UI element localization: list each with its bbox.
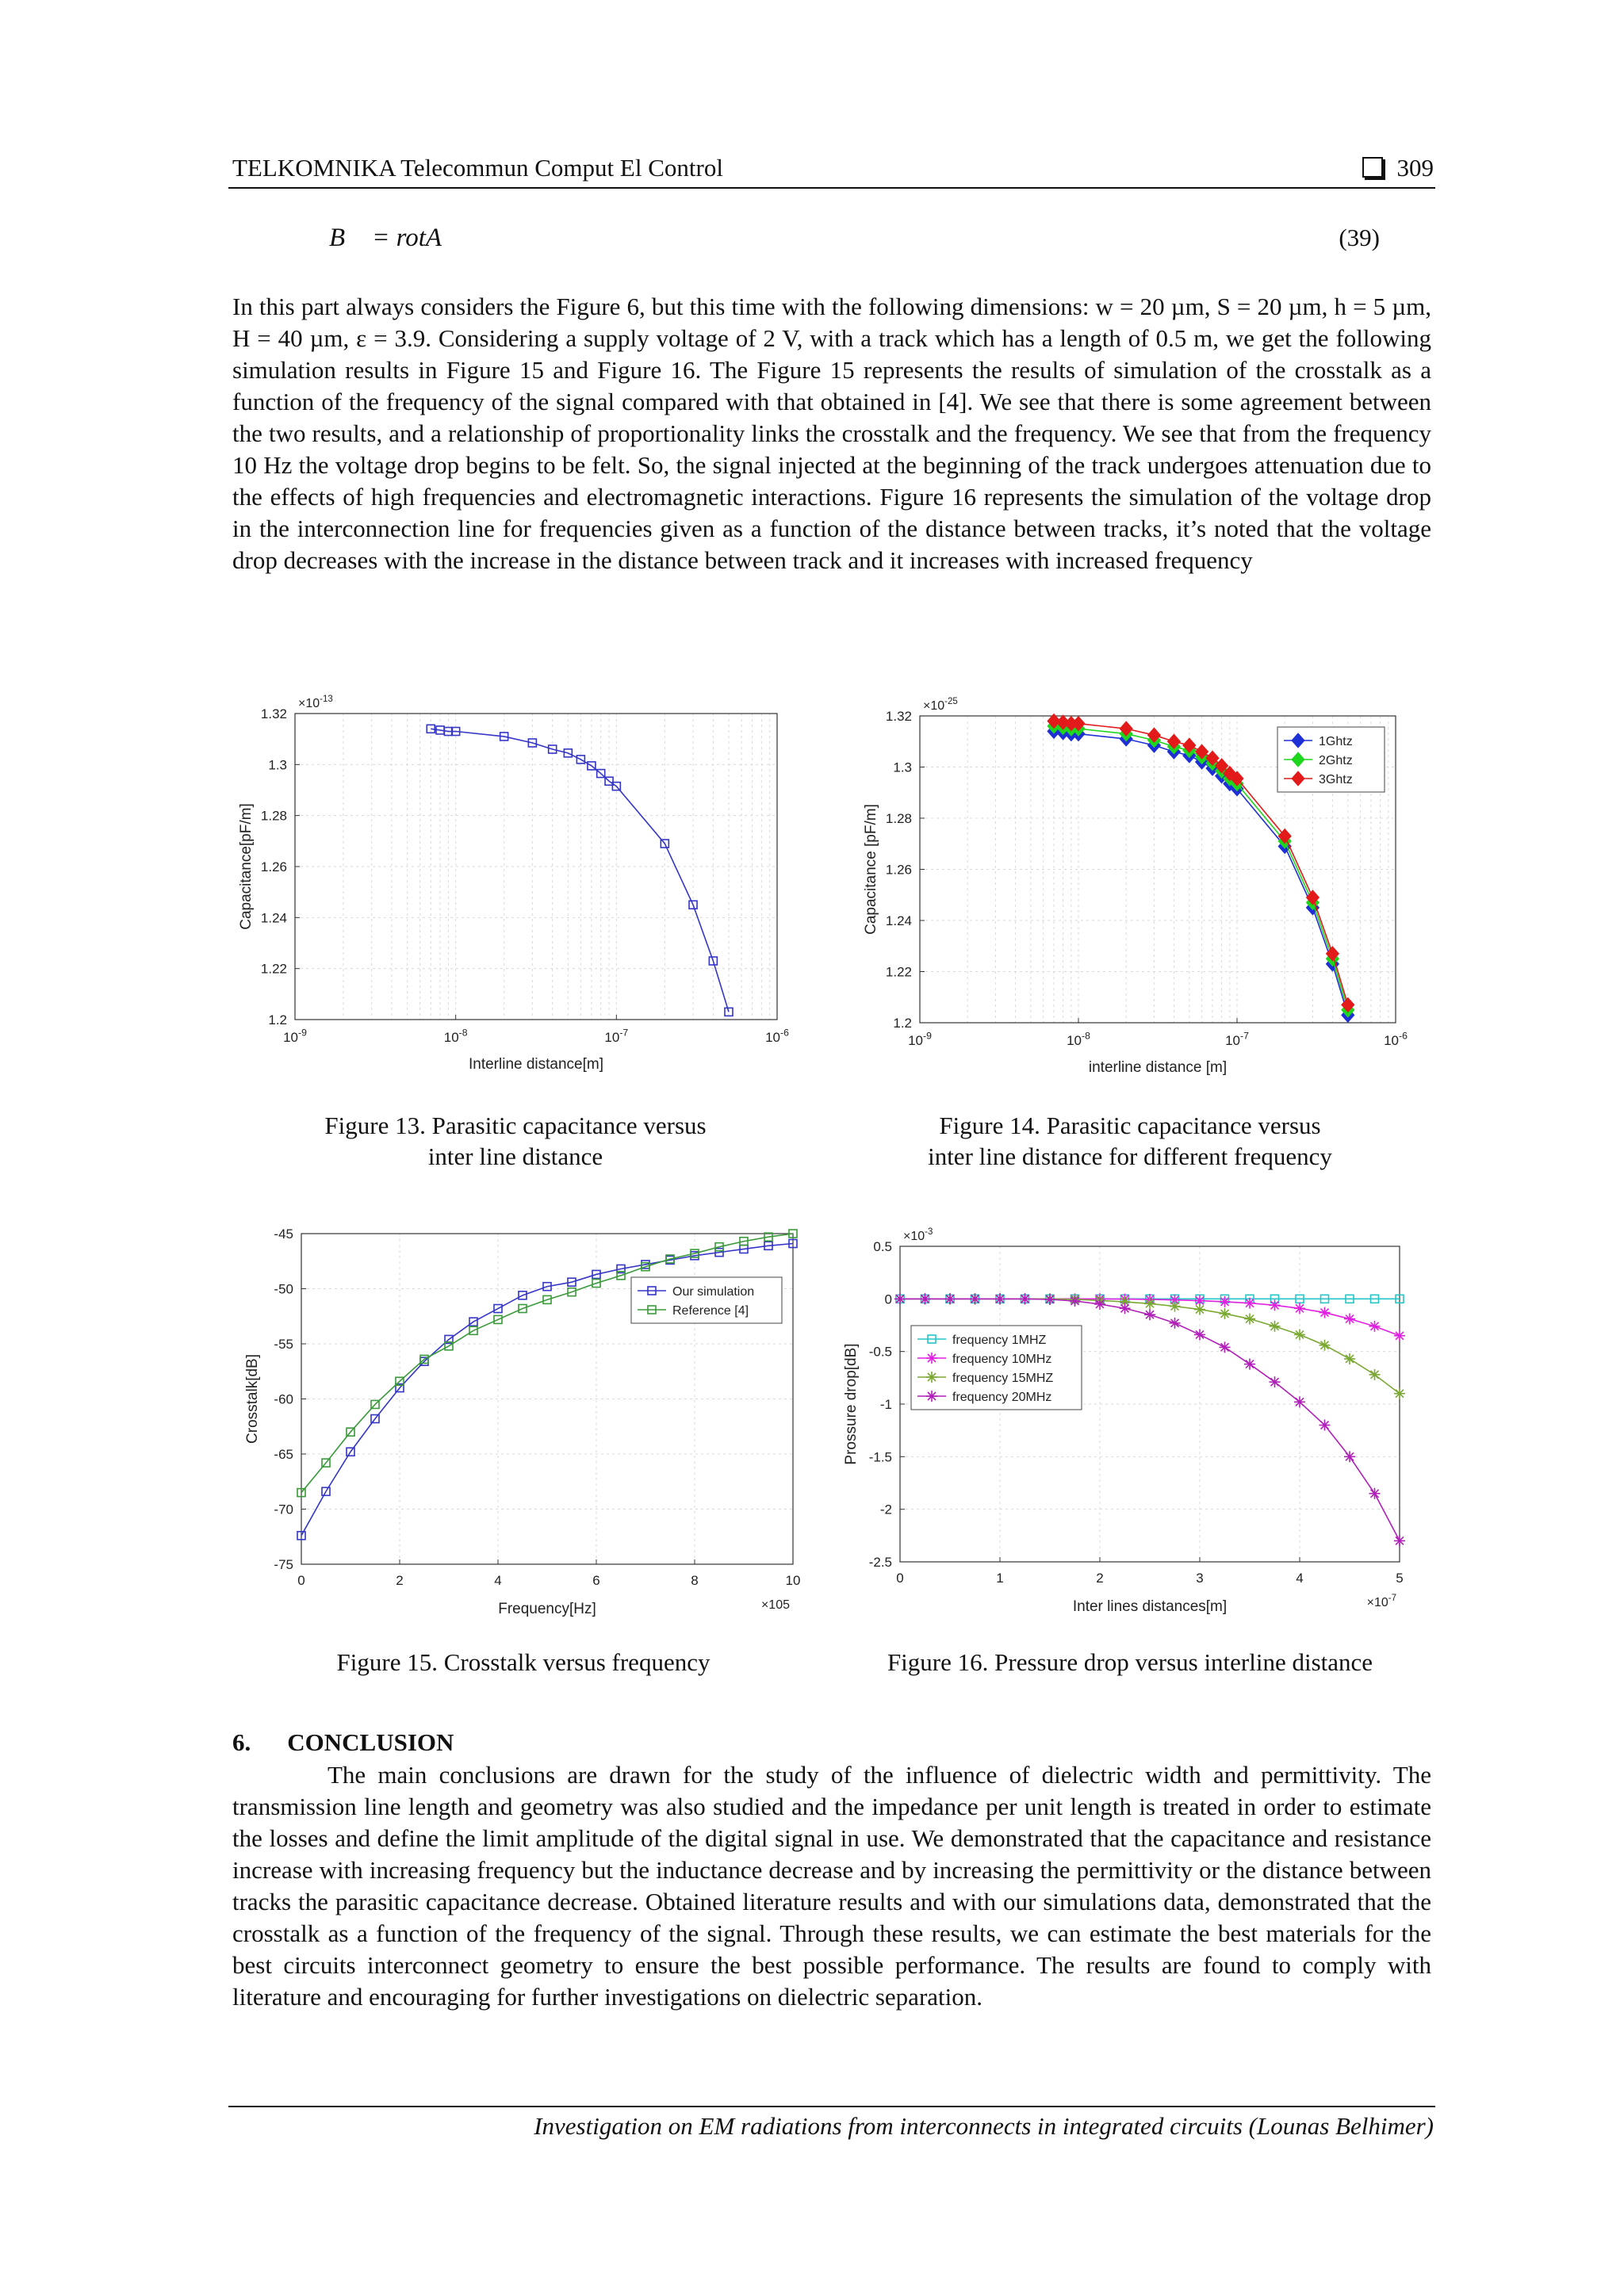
data-point [1344,1353,1355,1364]
y-tick-label: -65 [274,1447,293,1462]
equation-number: (39) [1339,224,1380,251]
figure-13-caption-line1: Figure 13. Parasitic capacitance versus [324,1112,707,1139]
data-point [1369,1488,1381,1499]
y-tick-label: -50 [274,1281,293,1297]
section-title: CONCLUSION [287,1728,454,1756]
data-point [1320,1420,1331,1431]
y-tick-label: -1.5 [868,1449,892,1465]
data-point [1320,1340,1331,1351]
data-point [1144,1298,1155,1309]
y-tick-label: 1.26 [260,859,287,874]
y-tick-label: -2 [879,1502,892,1517]
data-point [1369,1321,1381,1332]
data-point [944,1293,956,1304]
legend-label: 2Ghtz [1319,754,1353,767]
legend-label: frequency 10MHz [952,1353,1052,1366]
x-tick-label: 6 [592,1573,600,1588]
figure-16-caption [837,1647,1423,1678]
data-point [1344,1314,1355,1325]
data-point [1270,1299,1281,1311]
legend-label: 1Ghtz [1319,735,1353,748]
y-tick-label: 0 [884,1292,892,1307]
equation-39: B⃗ = rotA⃗ [329,224,462,252]
body-paragraph: In this part always considers the Figure 6, but this time with the following dimensions: w = 20 µm, S = 20 µm, h = 5 µm, H = 40 µm, ε = 3.9. Considering a supply voltage of 2 V, with a track which has a length of 0.5 m, we get the following simulation results in Figure 15 and Figure 16. The Figure 15 represents the results of simulation of the crosstalk as a function of the frequency of the signal compared with that obtained in [4]. We see that there is some agreement between the two results, and a relationship of proportionality links the crosstalk and the frequency. We see that from the frequency 10 Hz the voltage drop begins to be felt. So, the signal injected at the beginning of the track undergoes attenuation due to the effects of high frequencies and electromagnetic interactions. Figure 16 represents the simulation of the voltage drop in the interconnection line for frequencies given as a function of the distance between tracks, it’s noted that the voltage drop decreases with the increase in the distance between track and it increases with increased frequency [232,293,1431,574]
x-tick-label: $10^{-7}$ [604,1027,629,1045]
x-axis-label: interline distance [m] [1088,1059,1228,1076]
x-axis-label: Interline distance[m] [468,1056,604,1073]
checkbox-square-icon [1362,157,1383,178]
y-tick-label: 1.2 [893,1016,912,1031]
y-tick-label: -2.5 [868,1555,892,1570]
section-heading [232,1728,454,1757]
data-point [1394,1330,1405,1341]
legend-marker [926,1353,937,1364]
x-tick-label: 8 [691,1573,699,1588]
x-tick-label: $10^{-7}$ [1225,1030,1249,1048]
x-tick-label: 2 [1096,1571,1104,1586]
data-point [1144,1309,1155,1320]
legend-label: frequency 1MHZ [952,1334,1047,1347]
data-point [1294,1329,1305,1340]
figure-14-caption-line1: Figure 14. Parasitic capacitance versus [939,1112,1321,1139]
data-point [1344,1451,1355,1462]
figure-14-caption-line2: inter line distance for different frequency [928,1142,1332,1170]
data-point [1369,1369,1381,1380]
data-point [1194,1304,1205,1315]
x-tick-label: $10^{-9}$ [908,1030,932,1048]
data-point [970,1293,981,1304]
legend-label: 3Ghtz [1319,773,1353,786]
data-point [1294,1303,1305,1314]
y-tick-label: -1 [879,1397,892,1412]
figure-15-caption [238,1647,809,1678]
y-axis-label: Crosstalk[dB] [244,1354,261,1444]
conclusion-paragraph: The main conclusions are drawn for the study of the influence of dielectric width and permittivity. The transmission line length and geometry was also studied and the impedance per unit length is treated in order to estimate the losses and define the limit amplitude of the digital signal in use. We demonstrated that the capacitance and resistance increase with increasing frequency but the inductance decrease and by increasing the permittivity or the distance between tracks the parasitic capacitance decrease. Obtained literature results and with our simulations data, demonstrated that the crosstalk as a function of the frequency of the signal. Through these results, we can estimate the best materials for the best circuits interconnect geometry to ensure the best possible performance. The results are found to comply with literature and encouraging for further investigations on dielectric separation. [232,1761,1431,2011]
y-tick-label: 1.3 [893,760,912,775]
data-point [1320,1307,1331,1318]
figure-14-caption [845,1110,1415,1172]
data-point [1394,1388,1405,1399]
x-tick-label: 2 [396,1573,404,1588]
y-axis-label: Capacitance [pF/m] [863,804,879,935]
legend-label: frequency 15MHZ [952,1372,1054,1385]
y-tick-label: 1.24 [885,913,912,928]
y-tick-label: 1.24 [260,910,287,926]
data-point [994,1293,1005,1304]
data-point [1170,1301,1181,1312]
figure-16-chart [837,1213,1423,1625]
data-point [1244,1298,1255,1309]
x-tick-label: 0 [896,1571,904,1586]
y-tick-label: 1.28 [260,808,287,824]
x-multiplier: ×105 [760,1598,790,1612]
data-point [1294,1396,1305,1407]
y-tick-label: 1.32 [885,709,912,724]
data-point [1044,1294,1055,1305]
data-point [894,1293,906,1304]
data-point [1070,1295,1081,1307]
running-footer: Investigation on EM radiations from interconnects in integrated circuits (Lounas Belhimer) [534,2112,1434,2140]
x-tick-label: 0 [297,1573,305,1588]
x-multiplier: $\times 10^{-7}$ [1366,1593,1396,1609]
y-multiplier: $\times 10^{-13}$ [298,694,333,710]
x-tick-label: 10 [785,1573,801,1588]
x-tick-label: $10^{-6}$ [1384,1030,1408,1048]
legend-marker [926,1372,937,1383]
footer-rule [228,2106,1435,2107]
figure-13-caption-line2: inter line distance [427,1142,603,1170]
y-tick-label: 1.32 [260,706,287,721]
y-multiplier: $\times 10^{-25}$ [923,696,958,713]
x-tick-label: 5 [1396,1571,1404,1586]
data-point [1244,1314,1255,1325]
data-point [1220,1296,1231,1307]
y-tick-label: -70 [274,1502,293,1517]
x-tick-label: $10^{-6}$ [765,1027,789,1045]
legend [911,1326,1082,1410]
x-tick-label: 4 [494,1573,502,1588]
figure-14-chart [845,690,1415,1086]
data-point [1020,1293,1031,1304]
y-axis-label: Capacitance[pF/m] [238,803,255,930]
section-number: 6. [232,1728,251,1756]
figure-15-chart [238,1213,809,1625]
page-number: 309 [1396,154,1434,182]
y-tick-label: -60 [274,1391,293,1407]
y-tick-label: 1.28 [885,811,912,826]
figure-16-caption-line1: Figure 16. Pressure drop versus interline distance [887,1648,1373,1676]
y-multiplier: $\times 10^{-3}$ [903,1226,933,1243]
data-point [1094,1299,1105,1310]
running-header-journal: TELKOMNIKA Telecommun Comput El Control [232,154,723,182]
legend-label: frequency 20MHz [952,1391,1052,1404]
data-point [1170,1318,1181,1329]
x-tick-label: 1 [996,1571,1004,1586]
figure-13-chart [238,690,793,1086]
y-tick-label: 1.2 [268,1012,287,1027]
y-tick-label: 1.22 [885,964,912,980]
data-point [1194,1329,1205,1340]
data-point [920,1293,931,1304]
data-point [1394,1535,1405,1546]
legend [631,1277,782,1323]
legend-label: Reference [4] [672,1304,749,1318]
x-tick-label: $10^{-8}$ [1067,1030,1090,1048]
data-point [1270,1321,1281,1332]
y-tick-label: -55 [274,1337,293,1352]
header-rule [228,187,1435,189]
y-tick-label: -45 [274,1226,293,1242]
data-point [1220,1308,1231,1319]
x-tick-label: $10^{-9}$ [283,1027,307,1045]
data-point [1120,1303,1131,1314]
legend [1277,727,1385,792]
data-point [1244,1359,1255,1370]
x-tick-label: 4 [1296,1571,1304,1586]
y-tick-label: -75 [274,1557,293,1572]
figure-15-caption-line1: Figure 15. Crosstalk versus frequency [336,1648,710,1676]
x-axis-label: Inter lines distances[m] [1072,1598,1228,1615]
data-point [1270,1376,1281,1387]
legend-marker [926,1391,937,1402]
x-axis-label: Frequency[Hz] [498,1601,596,1617]
y-tick-label: 1.26 [885,862,912,878]
y-tick-label: 1.3 [268,757,287,773]
x-tick-label: 3 [1196,1571,1204,1586]
y-axis-label: Prossure drop[dB] [843,1343,860,1465]
y-tick-label: -0.5 [868,1344,892,1360]
data-point [1220,1341,1231,1353]
figure-13-caption [238,1110,793,1172]
y-tick-label: 1.22 [260,961,287,977]
legend-label: Our simulation [672,1285,755,1299]
x-tick-label: $10^{-8}$ [443,1027,468,1045]
y-tick-label: 0.5 [873,1239,892,1254]
running-header-page [1362,154,1434,182]
